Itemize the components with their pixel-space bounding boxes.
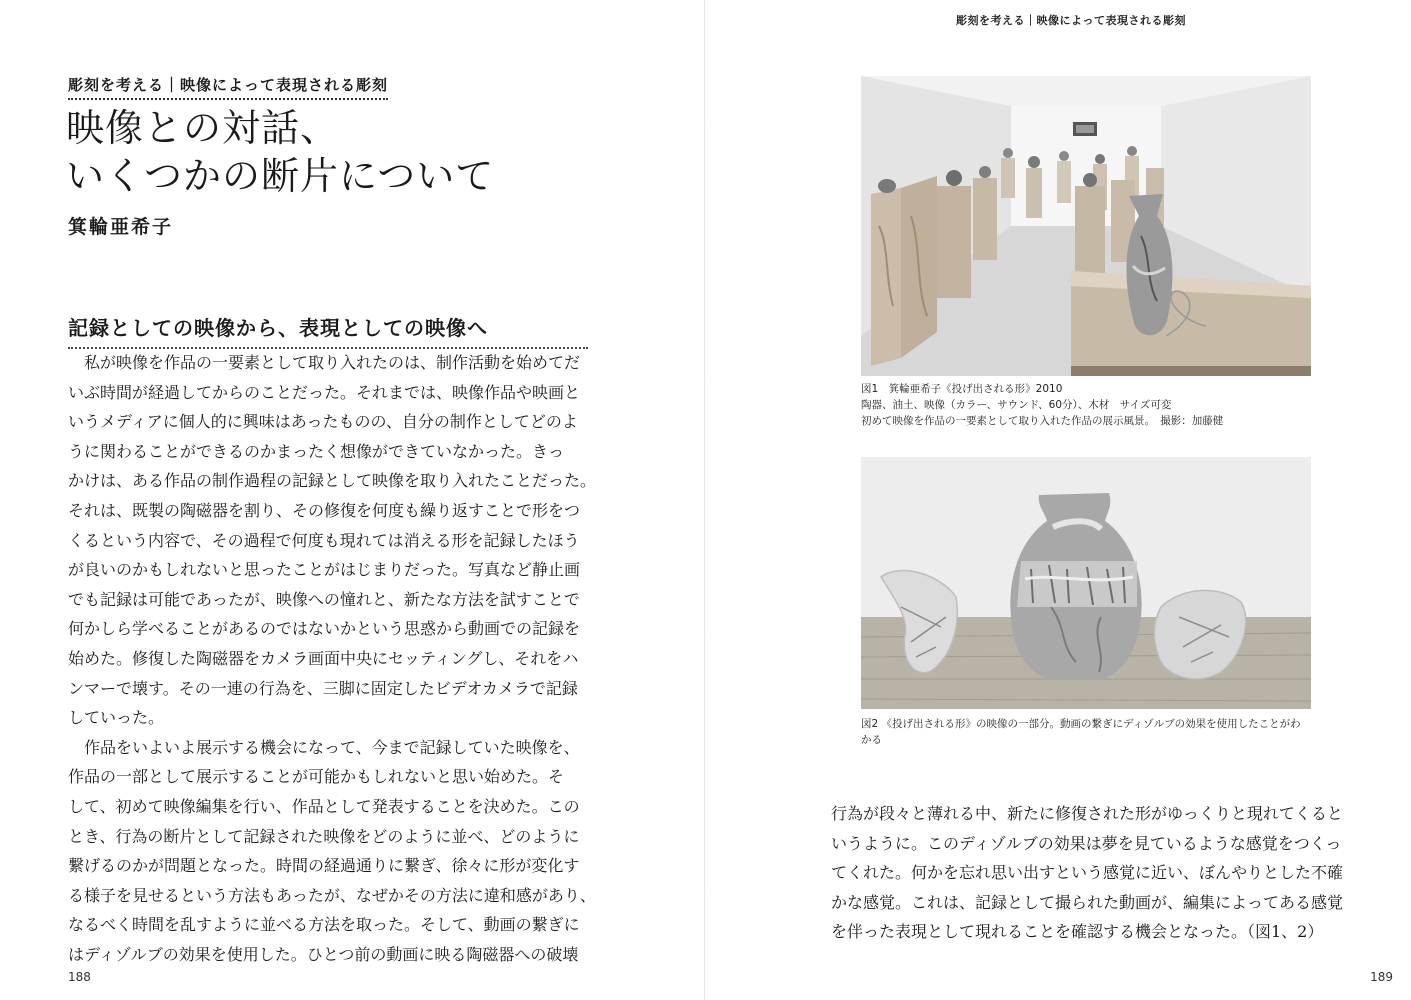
body-line: でも記録は可能であったが、映像への憧れと、新たな方法を試すことで	[68, 589, 580, 609]
body-line: ンマーで壊す。その一連の行為を、三脚に固定したビデオカメラで記録	[68, 678, 578, 698]
figure-2-photo	[861, 457, 1311, 709]
right-body-text	[831, 799, 1343, 947]
body-line: 行為が段々と薄れる中、新たに修復された形がゆっくりと現れてくると	[831, 804, 1343, 823]
title-line: 映像との対話、	[66, 106, 340, 150]
caption-line: 図2 《投げ出される形》の映像の一部分。動画の繋ぎにディゾルブの効果を使用したことがわ	[861, 718, 1301, 730]
body-line: が良いのかもしれないと思ったことがはじまりだった。写真など静止画	[68, 560, 581, 580]
body-line: それは、既製の陶磁器を割り、その修復を何度も繰り返すことで形をつ	[68, 500, 581, 520]
running-head: 彫刻を考える｜映像によって表現される彫刻	[956, 14, 1186, 27]
body-line: る様子を見せるという方法もあったが、なぜかその方法に違和感があり、	[68, 885, 596, 905]
body-line: かけは、ある作品の制作過程の記録として映像を取り入れたことだった。	[68, 471, 597, 491]
body-line: して、初めて映像編集を行い、作品として発表することを決めた。この	[68, 796, 580, 816]
body-line: てくれた。何かを忘れ思い出すという感覚に近い、ぼんやりとした不確	[831, 863, 1344, 883]
figure-1-photo	[861, 76, 1311, 376]
body-line: 繋げるのかが問題となった。時間の経過通りに繋ぎ、徐々に形が変化す	[68, 856, 580, 876]
body-line: 作品をいよいよ展示する機会になって、今まで記録していた映像を、	[68, 737, 580, 757]
body-line: 私が映像を作品の一要素として取り入れたのは、制作活動を始めてだ	[68, 353, 581, 372]
figure-2-caption	[861, 716, 1321, 748]
broken-vase-image	[861, 457, 1311, 709]
gallery-installation-image	[861, 76, 1311, 376]
body-line: を伴った表現として現れることを確認する機会となった。（図1、2）	[831, 922, 1324, 942]
caption-line: 図1 箕輪亜希子《投げ出される形》2010	[861, 383, 1063, 395]
body-line: はディゾルブの効果を使用した。ひとつ前の動画に映る陶磁器への破壊	[68, 944, 579, 964]
body-line: 始めた。修復した陶磁器をカメラ画面中央にセッティングし、それをハ	[68, 648, 579, 668]
caption-line: 初めて映像を作品の一要素として取り入れた作品の展示風景。 撮影：加藤健	[861, 415, 1224, 427]
body-line: くるという内容で、その過程で何度も現れては消える形を記録したほう	[68, 530, 580, 550]
series-kicker: 彫刻を考える｜映像によって表現される彫刻	[68, 74, 388, 100]
caption-line: かる	[861, 734, 882, 746]
page-number-left: 188	[68, 970, 91, 984]
body-line: いうメディアに個人的に興味はあったものの、自分の制作としてどのよ	[68, 412, 578, 432]
left-body-text	[68, 348, 597, 969]
body-line: していった。	[68, 708, 165, 728]
body-line: うに関わることができるのかまったく想像ができていなかった。きっ	[68, 441, 565, 461]
body-line: 作品の一部として展示することが可能かもしれないと思い始めた。そ	[68, 767, 565, 787]
body-line: いうように。このディゾルブの効果は夢を見ているような感覚をつくっ	[831, 833, 1342, 853]
article-title	[66, 104, 494, 200]
left-page	[0, 0, 705, 1000]
right-page	[705, 0, 1411, 1000]
body-line: とき、行為の断片として記録された映像をどのように並べ、どのように	[68, 826, 580, 846]
page-number-right: 189	[1370, 970, 1393, 984]
title-line: いくつかの断片について	[66, 154, 495, 198]
body-line: かな感覚。これは、記録として撮られた動画が、編集によってある感覚	[831, 892, 1344, 912]
figure-1-caption	[861, 381, 1321, 429]
body-line: なるべく時間を乱すように並べる方法を取った。そして、動画の繋ぎに	[68, 915, 580, 935]
body-line: いぶ時間が経過してからのことだった。それまでは、映像作品や映画と	[68, 382, 581, 402]
section-heading: 記録としての映像から、表現としての映像へ	[68, 312, 588, 349]
caption-line: 陶器、油土、映像（カラー、サウンド、60分）、木材 サイズ可変	[861, 399, 1172, 411]
author-name: 箕輪亜希子	[68, 216, 174, 238]
body-line: 何かしら学べることがあるのではないかという思惑から動画での記録を	[68, 619, 581, 639]
